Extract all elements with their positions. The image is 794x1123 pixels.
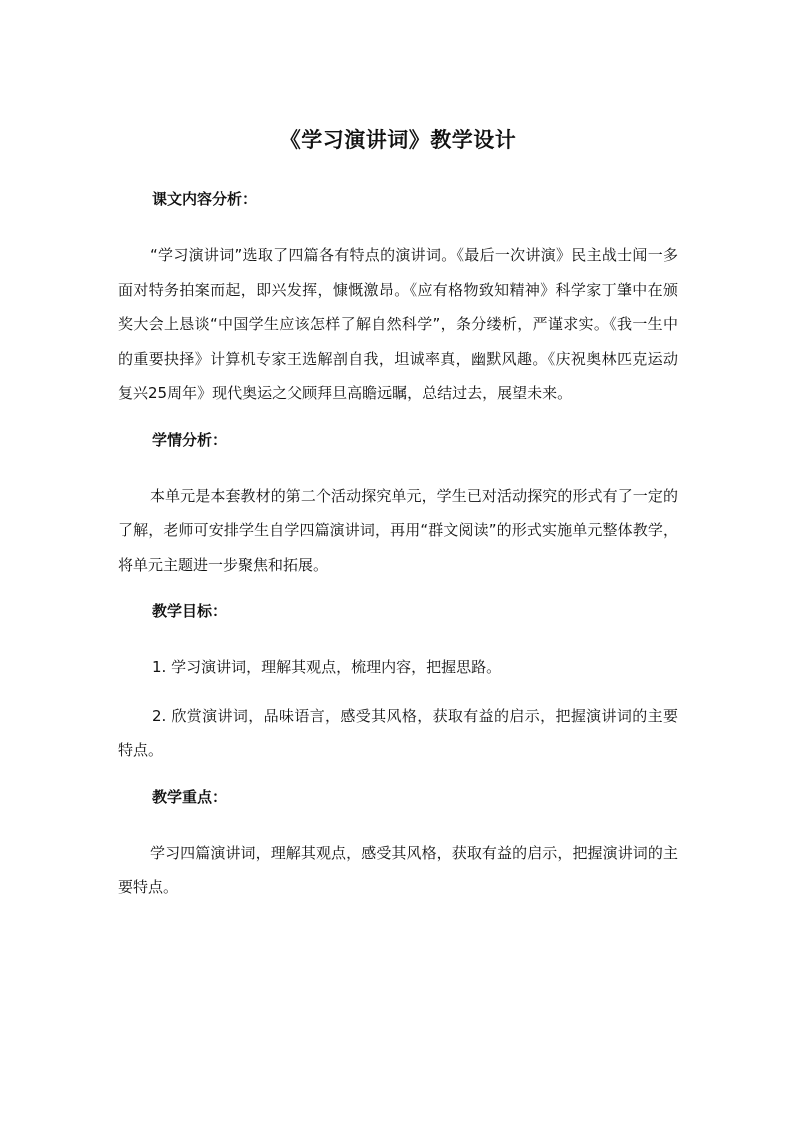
document-content	[118, 118, 678, 919]
paragraph-content-analysis: “学习演讲词”选取了四篇各有特点的演讲词。《最后一次讲演》民主战士闻一多面对特务拍案而起，即兴发挥，慷慨激昂。《应有格物致知精神》科学家丁肇中在颁奖大会上恳谈“中国学生应该怎样了解自然科学”，条分缕析，严谨求实。《我一生中的重要抉择》计算机专家王选解剖自我，坦诚率真，幽默风趣。《庆祝奥林匹克运动复兴25周年》现代奥运之父顾拜旦高瞻远瞩，总结过去，展望未来。	[118, 246, 678, 402]
section-heading-learner-analysis: 学情分析：	[152, 430, 228, 449]
objective-item-2: 2. 欣赏演讲词，品味语言，感受其风格，获取有益的启示，把握演讲词的主要特点。	[118, 706, 678, 759]
section-heading-objectives: 教学目标：	[152, 602, 228, 620]
document-title: 《学习演讲词》教学设计	[279, 128, 517, 152]
paragraph-learner-analysis: 本单元是本套教材的第二个活动探究单元，学生已对活动探究的形式有了一定的了解，老师可安排学生自学四篇演讲词，再用“群文阅读”的形式实施单元整体教学，将单元主题进一步聚焦和拓展。	[118, 486, 678, 574]
paragraph-key-points: 学习四篇演讲词，理解其观点，感受其风格，获取有益的启示，把握演讲词的主要特点。	[118, 843, 678, 896]
section-heading-content-analysis: 课文内容分析：	[152, 190, 258, 208]
objective-item-1: 1. 学习演讲词，理解其观点，梳理内容，把握思路。	[152, 658, 502, 676]
section-heading-key-points: 教学重点：	[152, 787, 228, 806]
